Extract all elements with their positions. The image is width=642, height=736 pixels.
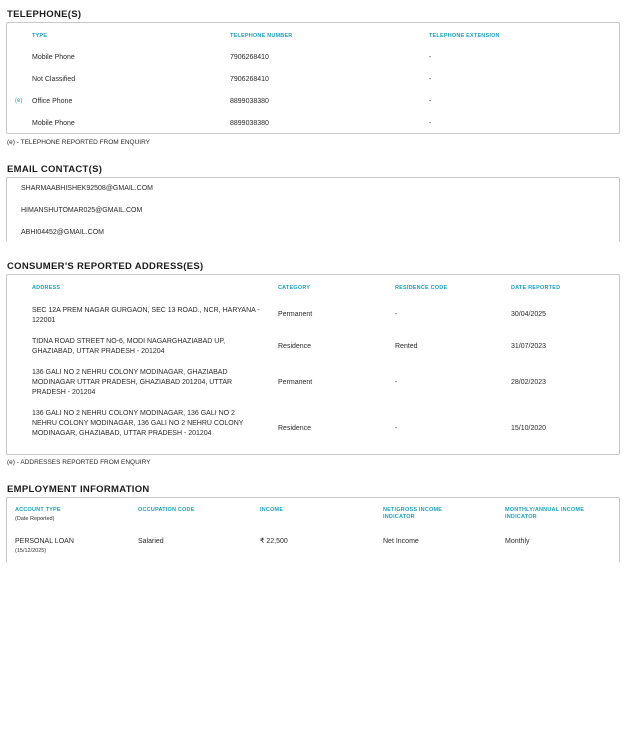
address-residence-code: - xyxy=(395,425,398,432)
phone-extension: - xyxy=(429,54,432,61)
list-item: HIMANSHUTOMAR025@GMAIL.COM xyxy=(21,207,143,214)
addresses-table xyxy=(6,274,620,455)
phone-number: 8899038380 xyxy=(230,120,269,127)
list-item: ABHI04452@GMAIL.COM xyxy=(21,229,104,236)
address-category: Permanent xyxy=(278,379,313,386)
address-date-reported: 31/07/2023 xyxy=(511,343,547,350)
emails-title: EMAIL CONTACT(S) xyxy=(7,164,103,175)
phone-extension: - xyxy=(429,98,432,105)
address-text: 136 GALI NO 2 NEHRU COLONY MODINAGAR, 136 GALI NO 2 NEHRU COLONY MODINAGAR, 136 GALI NO 2 NEHRU COLONY MODINAGAR, GHAZIABAD, UTTAR PRADESH - 201204 xyxy=(32,410,244,437)
address-category: Residence xyxy=(278,425,312,432)
employment-account-type: PERSONAL LOAN xyxy=(15,538,74,545)
addresses-title: CONSUMER'S REPORTED ADDRESS(ES) xyxy=(7,261,204,272)
employment-net-gross: Net Income xyxy=(383,538,419,545)
col-income-header: INCOME xyxy=(260,507,284,513)
phone-type: Not Classified xyxy=(32,76,76,83)
address-text: TIDNA ROAD STREET NO-6, MODI NAGARGHAZIABAD UP, GHAZIABAD, UTTAR PRADESH - 201204 xyxy=(32,338,226,355)
address-category: Residence xyxy=(278,343,312,350)
col-type-header: TYPE xyxy=(32,33,48,39)
address-date-reported: 28/02/2023 xyxy=(511,379,547,386)
employment-table xyxy=(6,497,620,563)
employment-title: EMPLOYMENT INFORMATION xyxy=(7,484,150,495)
phone-number: 8899038380 xyxy=(230,98,269,105)
telephones-table xyxy=(6,22,620,134)
phone-number: 7906268410 xyxy=(230,76,269,83)
col-number-header: TELEPHONE NUMBER xyxy=(230,33,293,39)
emails-list xyxy=(6,177,620,242)
phone-type: Office Phone xyxy=(32,98,73,105)
col-account-type-header: ACCOUNT TYPE xyxy=(15,507,61,513)
address-date-reported: 15/10/2020 xyxy=(511,425,547,432)
col-occupation-header: OCCUPATION CODE xyxy=(138,507,195,513)
phone-type: Mobile Phone xyxy=(32,54,75,61)
col-monthly-annual-header: MONTHLY/ANNUAL INCOME INDICATOR xyxy=(505,507,585,520)
address-category: Permanent xyxy=(278,311,313,318)
phone-type: Mobile Phone xyxy=(32,120,75,127)
col-net-gross-header: NET/GROSS INCOME INDICATOR xyxy=(383,507,443,520)
phone-extension: - xyxy=(429,120,432,127)
col-extension-header: TELEPHONE EXTENSION xyxy=(429,33,500,39)
address-text: 136 GALI NO 2 NEHRU COLONY MODINAGAR, GHAZIABAD MODINAGAR UTTAR PRADESH, GHAZIABAD 201204, UTTAR PRADESH - 201204 xyxy=(32,369,233,396)
addresses-note: (e) - ADDRESSES REPORTED FROM ENQUIRY xyxy=(7,459,151,466)
phone-number: 7906268410 xyxy=(230,54,269,61)
col-category-header: CATEGORY xyxy=(278,285,311,291)
address-date-reported: 30/04/2025 xyxy=(511,311,547,318)
list-item: SHARMAABHISHEK92508@GMAIL.COM xyxy=(21,185,153,192)
telephones-title: TELEPHONE(S) xyxy=(7,9,82,20)
col-account-type-subheader: (Date Reported) xyxy=(15,516,55,522)
col-address-header: ADDRESS xyxy=(32,285,61,291)
address-residence-code: - xyxy=(395,311,398,318)
employment-occupation: Salaried xyxy=(138,538,164,545)
employment-monthly-annual: Monthly xyxy=(505,538,530,545)
employment-income: ₹ 22,500 xyxy=(260,538,288,545)
col-date-reported-header: DATE REPORTED xyxy=(511,285,561,291)
telephones-note: (e) - TELEPHONE REPORTED FROM ENQUIRY xyxy=(7,139,151,146)
address-residence-code: - xyxy=(395,379,398,386)
address-residence-code: Rented xyxy=(395,343,418,350)
col-residence-code-header: RESIDENCE CODE xyxy=(395,285,448,291)
enquiry-marker: (e) xyxy=(15,98,23,104)
address-text: SEC 12A PREM NAGAR GURGAON, SEC 13 ROAD., NCR, HARYANA - 122001 xyxy=(32,307,260,324)
phone-extension: - xyxy=(429,76,432,83)
employment-date-reported: (15/12/2025) xyxy=(15,548,47,554)
